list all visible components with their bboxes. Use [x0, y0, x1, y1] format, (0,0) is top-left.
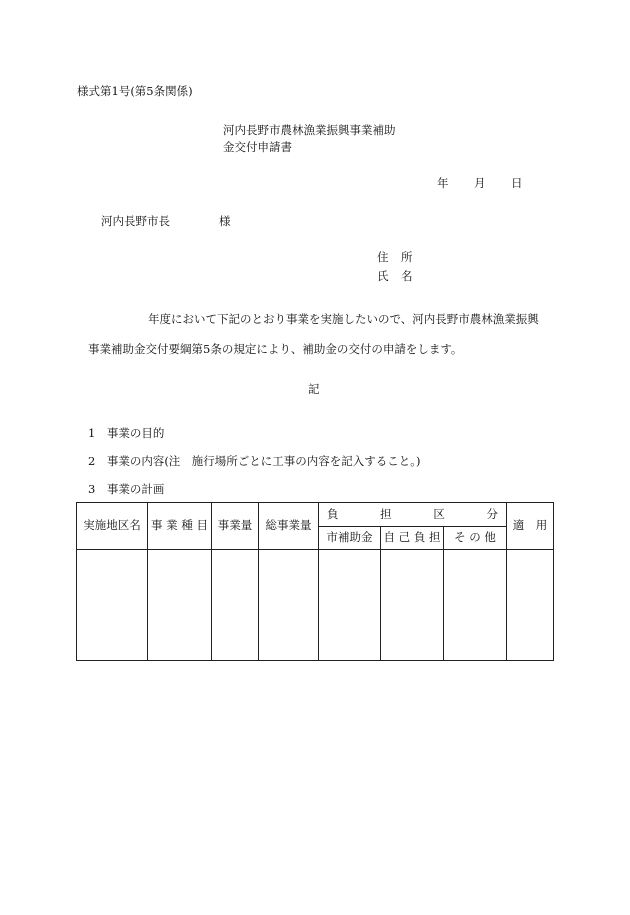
form-title-line1: 河内長野市農林漁業振興事業補助 — [223, 123, 396, 137]
cell-area[interactable] — [77, 550, 148, 661]
table-row — [77, 550, 554, 661]
ki-marker: 記 — [308, 382, 320, 396]
address-label-1: 住 — [377, 250, 389, 264]
cell-total[interactable] — [259, 550, 319, 661]
item-content: 2 事業の内容(注 施行場所ごとに工事の内容を記入すること。) — [88, 454, 421, 468]
date-month: 月 — [474, 176, 486, 190]
header-other: そ の 他 — [444, 527, 507, 550]
body-line-1: 年度において下記のとおり事業を実施したいので、河内長野市農林漁業振興 — [148, 312, 539, 326]
header-area: 実施地区名 — [77, 503, 148, 550]
cell-other[interactable] — [444, 550, 507, 661]
cell-type[interactable] — [148, 550, 212, 661]
header-burden — [319, 503, 507, 527]
address-label-2: 所 — [401, 250, 413, 264]
date-year: 年 — [437, 176, 449, 190]
addressee: 河内長野市長 — [101, 214, 170, 228]
cell-remarks[interactable] — [507, 550, 554, 661]
cell-self-burden[interactable] — [381, 550, 444, 661]
header-remarks: 適 用 — [507, 503, 554, 550]
plan-table — [76, 502, 554, 661]
header-city-subsidy: 市補助金 — [319, 527, 381, 550]
header-amount: 事業量 — [212, 503, 259, 550]
burden-char: 分 — [486, 506, 498, 521]
header-total: 総事業量 — [259, 503, 319, 550]
form-title-line2: 金交付申請書 — [223, 140, 292, 154]
burden-char: 担 — [380, 506, 392, 521]
item-plan: 3 事業の計画 — [88, 482, 165, 496]
header-self-burden: 自 己 負 担 — [381, 527, 444, 550]
name-label-2: 名 — [401, 269, 413, 283]
cell-city-subsidy[interactable] — [319, 550, 381, 661]
form-number: 様式第1号(第5条関係) — [77, 84, 193, 98]
body-line-2: 事業補助金交付要綱第5条の規定により、補助金の交付の申請をします。 — [88, 342, 463, 356]
burden-char: 負 — [327, 506, 339, 521]
item-purpose: 1 事業の目的 — [88, 426, 165, 440]
name-label-1: 氏 — [377, 269, 389, 283]
header-type: 事 業 種 目 — [148, 503, 212, 550]
honorific: 様 — [219, 214, 231, 228]
burden-char: 区 — [433, 506, 445, 521]
date-day: 日 — [511, 176, 523, 190]
cell-amount[interactable] — [212, 550, 259, 661]
